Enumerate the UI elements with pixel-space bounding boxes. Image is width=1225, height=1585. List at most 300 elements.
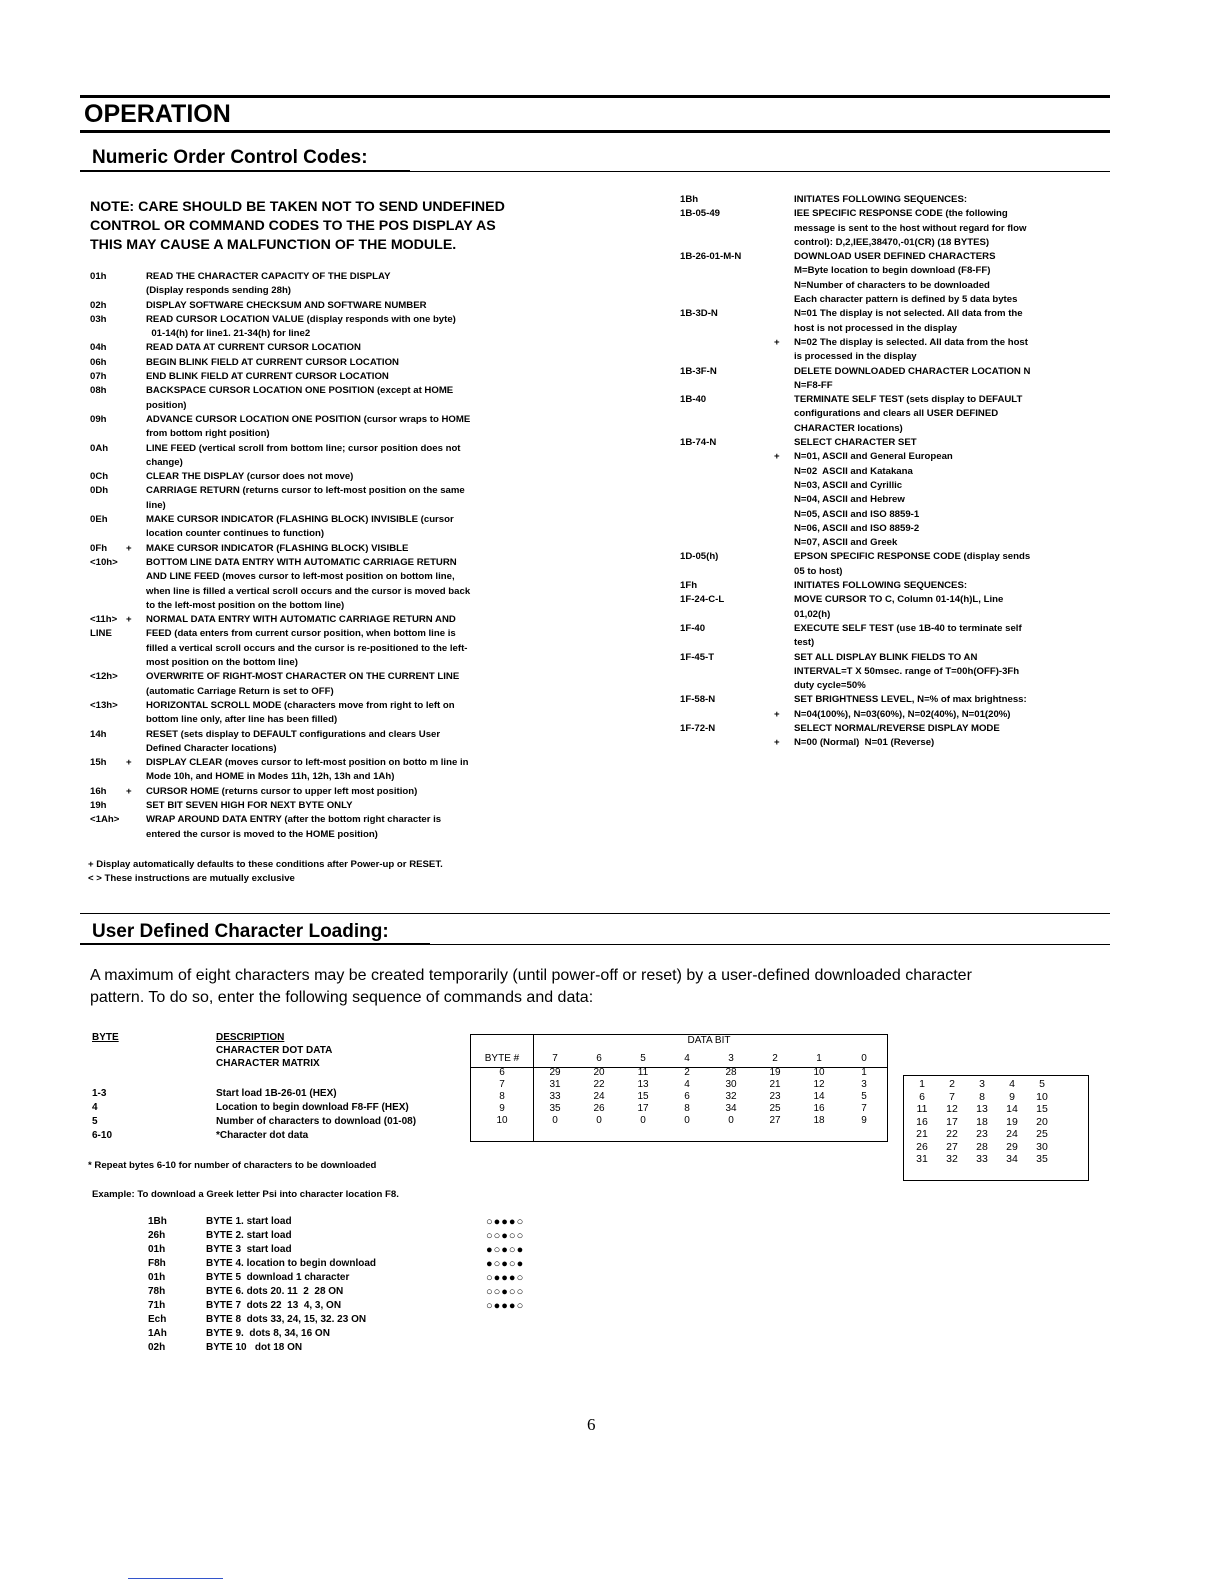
- matrix-cell: 6: [919, 1090, 925, 1103]
- example-row: [148, 1285, 468, 1299]
- matrix-cell: 29: [1006, 1140, 1018, 1153]
- table-cell: 1: [861, 1067, 867, 1078]
- table-cell: 6: [684, 1091, 690, 1102]
- code-description: [146, 670, 610, 699]
- example-description: BYTE 7 dots 22 13 4, 3, ON: [206, 1300, 342, 1311]
- data-bit-title: DATA BIT: [687, 1035, 731, 1046]
- code-description: [794, 250, 1100, 307]
- default-marker: [774, 622, 794, 651]
- code-entry: [680, 207, 1100, 250]
- description-line: N=04(100%), N=03(60%), N=02(40%), N=01(20%): [794, 708, 1011, 720]
- description-line: READ DATA AT CURRENT CURSOR LOCATION: [146, 342, 361, 354]
- example-description: BYTE 10 dot 18 ON: [206, 1342, 303, 1353]
- repeat-note: * Repeat bytes 6-10 for number of characters to be downloaded: [88, 1160, 377, 1171]
- code-value: 1F-58-N: [680, 694, 716, 706]
- description-line: DOWNLOAD USER DEFINED CHARACTERS: [794, 251, 996, 263]
- column-header: BYTE #: [484, 1053, 520, 1064]
- default-marker: [774, 436, 794, 450]
- description-line: EXECUTE SELF TEST (use 1B-40 to terminate self: [794, 622, 1022, 634]
- dot-row: ●○●○●: [486, 1244, 525, 1256]
- default-marker: [126, 699, 146, 728]
- description-line: MAKE CURSOR INDICATOR (FLASHING BLOCK) INVISIBLE (cursor: [146, 514, 454, 526]
- table-cell: 0: [684, 1115, 690, 1126]
- default-marker: +: [126, 614, 132, 626]
- default-marker: [774, 193, 794, 207]
- matrix-cell: 25: [1036, 1128, 1048, 1140]
- description-line: SELECT CHARACTER SET: [794, 437, 917, 449]
- matrix-cell: 3: [979, 1078, 985, 1090]
- code-description: [794, 193, 1100, 207]
- description-line: from bottom right position): [146, 428, 270, 440]
- code-entry: [680, 450, 1100, 550]
- code-entry: [680, 736, 1100, 750]
- code-value: <13h>: [90, 699, 118, 711]
- table-cell: 0: [596, 1115, 602, 1126]
- default-marker: [126, 313, 146, 342]
- table-cell: 34: [725, 1103, 737, 1114]
- table-row: [471, 1103, 887, 1115]
- code-value: 1Fh: [680, 580, 698, 592]
- table-cell: 8: [499, 1091, 505, 1102]
- code-entry: [680, 722, 1100, 736]
- default-marker: [774, 651, 794, 694]
- description-line: location counter continues to function): [146, 528, 325, 540]
- description-line: N=01 The display is not selected. All data from the: [794, 308, 1023, 320]
- byte-description: Location to begin download F8-FF (HEX): [216, 1102, 409, 1113]
- table-cell: 6: [499, 1067, 505, 1078]
- table-cell: 5: [861, 1091, 867, 1102]
- table-cell: 25: [769, 1103, 781, 1114]
- description-line: is processed in the display: [794, 351, 917, 363]
- code-description: [146, 356, 610, 370]
- code-entry: [680, 593, 1100, 622]
- intro-line: A maximum of eight characters may be created temporarily (until power-off or reset) by a user-defined downloaded character: [90, 967, 972, 984]
- description-line: WRAP AROUND DATA ENTRY (after the bottom right character is: [146, 814, 442, 826]
- code-description: [794, 393, 1100, 436]
- table-row: [471, 1091, 887, 1103]
- code-entry: [680, 550, 1100, 579]
- table-cell: 31: [549, 1079, 561, 1090]
- code-value: <12h>: [90, 671, 118, 683]
- description-line: (Display responds sending 28h): [146, 285, 292, 297]
- code-entry: [680, 693, 1100, 707]
- code-value: 16h: [90, 785, 107, 797]
- default-marker: [126, 299, 146, 313]
- escape-code-list: [680, 193, 1100, 751]
- data-bit-grid: [471, 1053, 887, 1127]
- code-value: 06h: [90, 356, 107, 368]
- table-cell: 33: [549, 1091, 561, 1102]
- description-line: CURSOR HOME (returns cursor to upper left most position): [146, 785, 418, 797]
- code-value: 0Fh: [90, 542, 108, 554]
- intro-line: pattern. To do so, enter the following sequence of commands and data:: [90, 989, 594, 1006]
- code-entry: [90, 270, 610, 299]
- code-value: <11h>: [90, 614, 118, 626]
- table-cell: 35: [549, 1103, 561, 1114]
- example-row: [148, 1257, 468, 1271]
- default-marker: +: [126, 785, 132, 797]
- description-line: INITIATES FOLLOWING SEQUENCES:: [794, 194, 968, 205]
- code-entry: [90, 785, 610, 799]
- code-value: 1F-72-N: [680, 722, 716, 734]
- description-line: ADVANCE CURSOR LOCATION ONE POSITION (cursor wraps to HOME: [146, 413, 471, 425]
- description-line: READ THE CHARACTER CAPACITY OF THE DISPLAY: [146, 271, 391, 282]
- example-title: Example: To download a Greek letter Psi into character location F8.: [92, 1189, 399, 1200]
- table-cell: 20: [593, 1067, 605, 1078]
- code-description: [794, 450, 1100, 550]
- table-cell: 0: [552, 1115, 558, 1126]
- section-rule: [80, 171, 1110, 172]
- description-line: configurations and clears all USER DEFINED: [794, 408, 999, 420]
- code-description: [794, 365, 1100, 394]
- code-entry: [680, 579, 1100, 593]
- code-value: 14h: [90, 728, 107, 740]
- code-entry: [680, 307, 1100, 336]
- code-entry: [90, 356, 610, 370]
- code-value: 1B-05-49: [680, 208, 720, 220]
- column-header: 6: [596, 1053, 602, 1064]
- example-description: BYTE 6. dots 20. 11 2 28 ON: [206, 1286, 344, 1297]
- table-cell: 9: [499, 1103, 505, 1114]
- code-value: 0Dh: [90, 485, 109, 497]
- default-marker: [126, 413, 146, 442]
- example-hex: 01h: [148, 1272, 166, 1283]
- data-bit-table: [470, 1034, 888, 1142]
- column-header: 3: [728, 1053, 734, 1064]
- matrix-cell: 31: [916, 1153, 928, 1165]
- section2-rule-top: [80, 913, 1110, 914]
- code-description: [146, 513, 610, 542]
- code-entry: [90, 670, 610, 699]
- default-marker: [126, 442, 146, 471]
- default-marker: +: [774, 737, 780, 749]
- description-line: N=03, ASCII and Cyrillic: [794, 479, 903, 491]
- description-line: SELECT NORMAL/REVERSE DISPLAY MODE: [794, 722, 1000, 734]
- code-value: 19h: [90, 799, 107, 811]
- code-description: [146, 542, 610, 556]
- column-header: 0: [861, 1053, 867, 1064]
- description-line: duty cycle=50%: [794, 680, 866, 692]
- dot-row: ○○●○○: [486, 1286, 525, 1298]
- note-line: THIS MAY CAUSE A MALFUNCTION OF THE MODULE.: [90, 237, 457, 253]
- table-cell: 7: [499, 1079, 505, 1090]
- matrix-row: [907, 1128, 1057, 1141]
- matrix-cell: 8: [979, 1090, 985, 1103]
- matrix-cell: 24: [1006, 1128, 1018, 1140]
- description-line: HORIZONTAL SCROLL MODE (characters move from right to left on: [146, 699, 455, 711]
- matrix-cell: 23: [976, 1128, 988, 1140]
- matrix-cell: 27: [946, 1140, 958, 1153]
- table-cell: 18: [813, 1115, 825, 1126]
- code-value: 1F-24-C-L: [680, 594, 725, 606]
- dot-row: ○●●●○: [486, 1216, 525, 1228]
- description-line: DISPLAY SOFTWARE CHECKSUM AND SOFTWARE NUMBER: [146, 299, 427, 311]
- description-line: N=02 ASCII and Katakana: [794, 465, 913, 477]
- example-row: [148, 1341, 468, 1355]
- default-marker: [774, 579, 794, 593]
- description-line: (automatic Carriage Return is set to OFF): [146, 685, 334, 697]
- table-cell: 23: [769, 1091, 781, 1102]
- table-cell: 26: [593, 1103, 605, 1114]
- code-description: [146, 813, 610, 842]
- matrix-cell: 11: [916, 1103, 928, 1115]
- code-description: [794, 693, 1100, 707]
- matrix-cell: 17: [946, 1115, 958, 1128]
- code-description: [794, 207, 1100, 250]
- code-value: 1B-40: [680, 394, 707, 406]
- default-marker: +: [774, 451, 780, 463]
- column-header: 1: [816, 1053, 822, 1064]
- description-header: DESCRIPTION: [216, 1032, 285, 1043]
- table-cell: 29: [549, 1067, 561, 1078]
- code-description: [794, 651, 1100, 694]
- description-line: line): [146, 499, 166, 511]
- code-description: [146, 370, 610, 384]
- code-value: 03h: [90, 313, 107, 325]
- description-line: BOTTOM LINE DATA ENTRY WITH AUTOMATIC CARRIAGE RETURN: [146, 556, 457, 568]
- table-cell: 13: [637, 1079, 649, 1090]
- matrix-cell: 9: [1009, 1090, 1015, 1103]
- code-entry: [680, 651, 1100, 694]
- description-line: 01,02(h): [794, 608, 831, 620]
- code-entry: [90, 799, 610, 813]
- description-line: READ CURSOR LOCATION VALUE (display responds with one byte): [146, 313, 456, 325]
- code-description: [794, 736, 1100, 750]
- code-entry: [90, 613, 610, 627]
- default-marker: +: [774, 336, 780, 348]
- description-line: N=07, ASCII and Greek: [794, 537, 898, 549]
- dot-row: ○●●●○: [486, 1300, 525, 1312]
- description-line: N=00 (Normal) N=01 (Reverse): [794, 737, 935, 749]
- table-cell: 19: [769, 1067, 781, 1078]
- table-cell: 0: [728, 1115, 734, 1126]
- footnote: < > These instructions are mutually exclusive: [88, 873, 295, 885]
- description-line: Each character pattern is defined by 5 data bytes: [794, 294, 1018, 306]
- code-entry: [680, 708, 1100, 722]
- description-line: AND LINE FEED (moves cursor to left-most position on bottom line,: [146, 571, 455, 583]
- description-line: IEE SPECIFIC RESPONSE CODE (the following: [794, 208, 1008, 220]
- page-title: OPERATION: [84, 100, 231, 128]
- code-description: [146, 299, 610, 313]
- code-description: [146, 313, 610, 342]
- code-value: 0Ah: [90, 442, 109, 454]
- description-line: CHARACTER locations): [794, 422, 903, 434]
- example-description: BYTE 3 start load: [206, 1244, 292, 1255]
- code-description: [794, 593, 1100, 622]
- footnotes: [88, 858, 648, 887]
- table-cell: 0: [640, 1115, 646, 1126]
- matrix-cell: 33: [976, 1153, 988, 1165]
- warning-note: [90, 198, 650, 255]
- matrix-cell: 10: [1036, 1090, 1048, 1103]
- matrix-cell: 1: [919, 1078, 925, 1090]
- code-description: [146, 799, 610, 813]
- code-value: 02h: [90, 299, 107, 311]
- code-entry: [90, 313, 610, 342]
- description-line: control): D,2,IEE,38470,-01(CR) (18 BYTES): [794, 236, 990, 248]
- description-line: EPSON SPECIFIC RESPONSE CODE (display sends: [794, 551, 1031, 563]
- code-entry: [90, 813, 610, 842]
- code-description: [794, 579, 1100, 593]
- example-hex: 1Ah: [148, 1328, 167, 1339]
- default-marker: +: [126, 757, 132, 769]
- default-marker: [774, 593, 794, 622]
- default-marker: [126, 728, 146, 757]
- example-hex: F8h: [148, 1258, 166, 1269]
- example-description: BYTE 2. start load: [206, 1230, 292, 1241]
- code-entry: [90, 484, 610, 513]
- description-line: position): [146, 399, 187, 411]
- code-description: [146, 556, 610, 613]
- code-entry: [90, 699, 610, 728]
- code-value: LINE: [90, 628, 112, 640]
- matrix-row: [907, 1141, 1057, 1154]
- code-description: [146, 613, 610, 627]
- matrix-cell: 32: [946, 1153, 958, 1165]
- code-value: 1Bh: [680, 194, 699, 205]
- description-line: most position on the bottom line): [146, 657, 298, 669]
- matrix-cell: 2: [949, 1078, 955, 1090]
- code-description: [794, 336, 1100, 365]
- description-line: change): [146, 456, 183, 468]
- description-line: SET ALL DISPLAY BLINK FIELDS TO AN: [794, 651, 978, 663]
- column-header: 7: [552, 1053, 558, 1064]
- matrix-grid: [907, 1078, 1057, 1166]
- code-value: 1F-45-T: [680, 651, 715, 663]
- description-line: FEED (data enters from current cursor position, when bottom line is: [146, 628, 456, 640]
- example-description: BYTE 1. start load: [206, 1216, 292, 1227]
- code-description: [146, 484, 610, 513]
- description-line: M=Byte location to begin download (F8-FF): [794, 265, 991, 277]
- description-line: SET BRIGHTNESS LEVEL, N=% of max brightness:: [794, 694, 1027, 706]
- description-line: TERMINATE SELF TEST (sets display to DEFAULT: [794, 394, 1023, 406]
- byte-header: BYTE: [92, 1032, 119, 1043]
- byte-description: *Character dot data: [216, 1130, 309, 1141]
- default-marker: [126, 370, 146, 384]
- column-header: 2: [772, 1053, 778, 1064]
- code-description: [794, 722, 1100, 736]
- description-subheader: CHARACTER MATRIX: [216, 1058, 320, 1069]
- default-marker: [126, 627, 146, 670]
- matrix-cell: 7: [949, 1090, 955, 1103]
- code-description: [794, 708, 1100, 722]
- section-title-codes: Numeric Order Control Codes:: [92, 147, 368, 168]
- byte-number: 6-10: [92, 1130, 113, 1141]
- default-marker: [774, 207, 794, 250]
- default-marker: [774, 250, 794, 307]
- description-line: MOVE CURSOR TO C, Column 01-14(h)L, Line: [794, 594, 1004, 606]
- code-value: 1B-3D-N: [680, 308, 718, 320]
- matrix-cell: 30: [1036, 1140, 1048, 1153]
- matrix-cell: 16: [916, 1115, 928, 1128]
- example-description: BYTE 4. location to begin download: [206, 1258, 376, 1269]
- table-cell: 17: [637, 1103, 649, 1114]
- example-description: BYTE 5 download 1 character: [206, 1272, 350, 1283]
- code-entry: [90, 756, 610, 785]
- code-description: [146, 470, 610, 484]
- code-description: [794, 550, 1100, 579]
- code-entry: [90, 341, 610, 355]
- note-line: NOTE: CARE SHOULD BE TAKEN NOT TO SEND UNDEFINED: [90, 199, 505, 215]
- default-marker: [126, 484, 146, 513]
- description-line: N=01, ASCII and General European: [794, 451, 953, 463]
- code-value: 0Eh: [90, 514, 108, 526]
- matrix-cell: 34: [1006, 1153, 1018, 1165]
- default-marker: [774, 550, 794, 579]
- code-entry: [680, 193, 1100, 207]
- description-line: bottom line only, after line has been filled): [146, 714, 338, 726]
- matrix-cell: 35: [1036, 1153, 1048, 1165]
- description-line: when line is filled a vertical scroll occurs and the cursor is moved back: [146, 585, 471, 597]
- example-row: [148, 1215, 468, 1229]
- matrix-row: [907, 1116, 1057, 1129]
- byte-description: Number of characters to download (01-08): [216, 1116, 417, 1127]
- table-row: [471, 1079, 887, 1091]
- table-cell: 14: [813, 1091, 825, 1102]
- table-cell: 8: [684, 1103, 690, 1114]
- code-description: [146, 442, 610, 471]
- table-cell: 9: [861, 1115, 867, 1126]
- default-marker: [126, 270, 146, 299]
- column-header: 4: [684, 1053, 690, 1064]
- default-marker: [774, 722, 794, 736]
- code-description: [146, 728, 610, 757]
- description-line: N=04, ASCII and Hebrew: [794, 494, 905, 506]
- page-number: 6: [587, 1415, 596, 1434]
- table-cell: 21: [769, 1079, 781, 1090]
- code-value: 15h: [90, 757, 107, 769]
- description-line: Mode 10h, and HOME in Modes 11h, 12h, 13h and 1Ah): [146, 771, 395, 783]
- description-line: MAKE CURSOR INDICATOR (FLASHING BLOCK) VISIBLE: [146, 542, 409, 554]
- code-value: 01h: [90, 271, 107, 282]
- byte-number: 1-3: [92, 1088, 107, 1099]
- example-row: [148, 1327, 468, 1341]
- table-cell: 11: [637, 1067, 649, 1078]
- description-line: to the left-most position on the bottom line): [146, 599, 345, 611]
- code-description: [146, 270, 610, 299]
- code-value: 1D-05(h): [680, 551, 719, 563]
- matrix-cell: 13: [976, 1103, 988, 1115]
- description-line: N=02 The display is selected. All data from the host: [794, 336, 1028, 348]
- note-line: CONTROL OR COMMAND CODES TO THE POS DISPLAY AS: [90, 218, 496, 234]
- matrix-cell: 15: [1036, 1103, 1048, 1115]
- code-entry: [680, 336, 1100, 365]
- description-line: message is sent to the host without regard for flow: [794, 222, 1027, 234]
- matrix-row: [907, 1078, 1057, 1091]
- example-row: [148, 1271, 468, 1285]
- matrix-cell: 14: [1006, 1103, 1018, 1115]
- code-value: [680, 450, 774, 550]
- description-line: RESET (sets display to DEFAULT configurations and clears User: [146, 728, 441, 740]
- table-row: [471, 1067, 887, 1079]
- description-line: BACKSPACE CURSOR LOCATION ONE POSITION (except at HOME: [146, 385, 454, 397]
- code-description: [794, 307, 1100, 336]
- example-row: [148, 1299, 468, 1313]
- default-marker: +: [774, 708, 780, 720]
- code-description: [146, 384, 610, 413]
- matrix-cell: 20: [1036, 1115, 1048, 1128]
- code-entry: [90, 556, 610, 613]
- code-value: [680, 708, 774, 722]
- table-cell: 32: [725, 1091, 737, 1102]
- description-line: CLEAR THE DISPLAY (cursor does not move): [146, 471, 354, 483]
- byte-number: 4: [92, 1102, 98, 1113]
- description-line: END BLINK FIELD AT CURRENT CURSOR LOCATION: [146, 371, 389, 383]
- code-entry: [90, 413, 610, 442]
- example-hex: 71h: [148, 1300, 166, 1311]
- example-list: [148, 1215, 468, 1355]
- dot-row: ○●●●○: [486, 1272, 525, 1284]
